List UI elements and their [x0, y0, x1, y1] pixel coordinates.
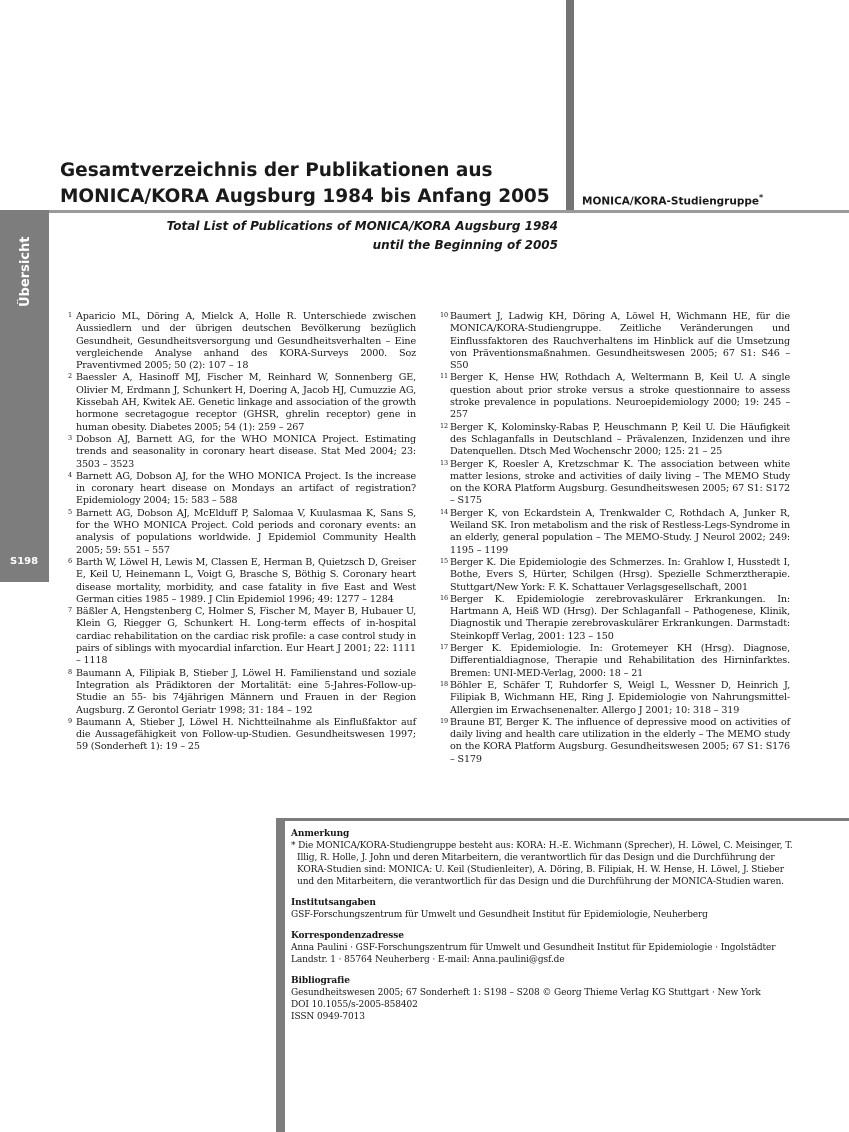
- reference-item: [68, 606, 416, 667]
- reference-text: Barth W, Löwel H, Lewis M, Classen E, Herman B, Quietzsch D, Greiser E, Keil U, Heinemann L, Voigt G, Brasche S, Böthig S. Coronary heart disease mortality, morbidity, and case fatality in five East and West German cities 1985 – 1989. J Clin Epidemiol 1996; 49: 1277 – 1284: [76, 556, 416, 605]
- title-line-2: MONICA/KORA Augsburg 1984 bis Anfang 2005: [60, 186, 550, 207]
- bibliografie-line-3: ISSN 0949-7013: [291, 1012, 365, 1022]
- reference-text: Aparicio ML, Döring A, Mielck A, Holle R. Unterschiede zwischen Aussiedlern und der übrigen deutschen Bevölkerung bezüglich Gesundheit, Gesundheitsversorgung und Gesundheitsverhalten – Eine vergleichende Analyse anhand des KORA-Surveys 2000. Soz Praventivmed 2005; 50 (2): 107 – 18: [76, 311, 416, 372]
- reference-text: Baumann A, Stieber J, Löwel H. Nichtteilnahme als Einflußfaktor auf die Aussagefähigkeit von Follow-up-Studien. Gesundheitswesen 1997; 59 (Sonderheft 1): 19 – 25: [76, 716, 416, 753]
- reference-text: Baumert J, Ladwig KH, Döring A, Löwel H, Wichmann HE, für die MONICA/KORA-Studiengruppe. Zeitliche Veränderungen und Einflussfaktoren des Rauchverhaltens im Hinblick auf die Umsetzung von Präventionsmaßnahmen. Gesundheitswesen 2005; 67 S1: S46 – S50: [450, 311, 790, 372]
- reference-item: [440, 459, 790, 508]
- header-horizontal-rule: [49, 210, 849, 213]
- reference-item: [68, 311, 416, 372]
- author-group: [582, 193, 842, 208]
- subtitle-line-1: Total List of Publications of MONICA/KORA Augsburg 1984: [166, 219, 558, 233]
- reference-number: 17: [440, 643, 448, 652]
- reference-text: Berger K, Roesler A, Kretzschmar K. The association between white matter lesions, stroke and activities of daily living – The MEMO Study on the KORA Platform Augsburg. Gesundheitswesen 2005; 67 S1: S172 – S175: [450, 458, 790, 507]
- bibliografie-line-2: DOI 10.1055/s-2005-858402: [291, 1000, 418, 1010]
- institut-text: GSF-Forschungszentrum für Umwelt und Gesundheit Institut für Epidemiologie, Neuherberg: [291, 910, 708, 920]
- reference-item: [440, 717, 790, 766]
- reference-number: 12: [440, 421, 448, 430]
- reference-item: [68, 434, 416, 471]
- reference-item: [440, 643, 790, 680]
- reference-number: 4: [68, 470, 72, 479]
- reference-text: Baumann A, Filipiak B, Stieber J, Löwel H. Familienstand und soziale Integration als Prädiktoren der Mortalität: eine 5-Jahres-Follow-up-Studie an 55- bis 74jährigen Männern und Frauen in der Region Augsburg. Z Gerontol Geriatr 1998; 31: 184 – 192: [76, 667, 416, 716]
- page-title: [60, 158, 570, 210]
- korrespondenz-heading: Korrespondenzadresse: [291, 931, 404, 941]
- korrespondenz-line-2: Landstr. 1 · 85764 Neuherberg · E-mail: Anna.paulini@gsf.de: [291, 955, 565, 965]
- reference-number: 10: [440, 311, 448, 319]
- reference-number: 5: [68, 507, 72, 516]
- reference-text: Bäßler A, Hengstenberg C, Holmer S, Fischer M, Mayer B, Hubauer U, Klein G, Riegger G, Schunkert H. Long-term effects of in-hospital cardiac rehabilitation on the cardiac risk profile: a case control study in pairs of siblings with myocardial infarction. Eur Heart J 2001; 22: 1111 – 1118: [76, 606, 416, 667]
- notes-top-rule: [276, 818, 849, 821]
- reference-number: 6: [68, 556, 72, 565]
- reference-text: Berger K. Die Epidemiologie des Schmerzes. In: Grahlow I, Husstedt I, Bothe, Evers S, Hürter, Schilgen (Hrsg). Spezielle Schmerztherapie. Stuttgart/New York: F. K. Schattauer Verlagsgesellschaft, 2001: [450, 556, 790, 593]
- notes-box: [291, 828, 796, 1032]
- subtitle-line-2: until the Beginning of 2005: [372, 238, 558, 252]
- section-label: Übersicht: [18, 236, 33, 308]
- reference-column-right: [440, 311, 790, 766]
- reference-text: Berger K, Kolominsky-Rabas P, Heuschmann P, Keil U. Die Häufigkeit des Schlaganfalls in Deutschland – Prävalenzen, Inzidenzen und ihre Datenquellen. Dtsch Med Wochenschr 2000; 125: 21 – 25: [450, 421, 790, 458]
- reference-text: Böhler E, Schäfer T, Ruhdorfer S, Weigl L, Wessner D, Heinrich J, Filipiak B, Wichmann HE, Ring J. Epidemiologie von Nahrungsmittel-Allergien im Erwachsenenalter. Allergo J 2001; 10: 318 – 319: [450, 679, 790, 716]
- reference-item: [68, 372, 416, 433]
- reference-number: 11: [440, 372, 448, 381]
- reference-number: 18: [440, 679, 448, 688]
- reference-item: [68, 717, 416, 754]
- bibliografie-line-1: Gesundheitswesen 2005; 67 Sonderheft 1: S198 – S208 © Georg Thieme Verlag KG Stuttgart · New York: [291, 988, 761, 998]
- korrespondenz-block: [291, 930, 796, 966]
- reference-text: Braune BT, Berger K. The influence of depressive mood on activities of daily living and health care utilization in the elderly – The MEMO study on the KORA Platform Augsburg. Gesundheitswesen 2005; 67 S1: S176 – S179: [450, 716, 790, 765]
- reference-item: [440, 311, 790, 372]
- reference-item: [440, 680, 790, 717]
- author-footnote-mark: *: [759, 193, 764, 202]
- anmerkung-block: [291, 828, 796, 888]
- reference-number: 9: [68, 716, 72, 725]
- anmerkung-heading: Anmerkung: [291, 829, 350, 839]
- reference-number: 7: [68, 606, 72, 615]
- reference-number: 15: [440, 556, 448, 565]
- institut-block: [291, 897, 796, 921]
- page-number: S198: [10, 556, 39, 567]
- reference-number: 19: [440, 716, 448, 725]
- english-subtitle: [138, 217, 558, 255]
- reference-text: Berger K, Hense HW, Rothdach A, Weltermann B, Keil U. A single question about prior stroke versus a stroke questionnaire to assess stroke prevalence in populations. Neuroepidemiology 2000; 19: 245 – 257: [450, 372, 790, 421]
- institut-heading: Institutsangaben: [291, 898, 376, 908]
- reference-item: [440, 372, 790, 421]
- reference-item: [440, 557, 790, 594]
- korrespondenz-line-1: Anna Paulini · GSF-Forschungszentrum für Umwelt und Gesundheit Institut für Epidemiologie · Ingolstädter: [291, 943, 776, 953]
- reference-number: 3: [68, 433, 72, 442]
- bibliografie-heading: Bibliografie: [291, 976, 350, 986]
- reference-text: Barnett AG, Dobson AJ, for the WHO MONICA Project. Is the increase in coronary heart disease on Mondays an artifact of registration? Epidemiology 2004; 15: 583 – 588: [76, 470, 416, 507]
- reference-item: [440, 508, 790, 557]
- anmerkung-text: * Die MONICA/KORA-Studiengruppe besteht aus: KORA: H.-E. Wichmann (Sprecher), H. Löwel, C. Meisinger, T. Illig, R. Holle, J. John und deren Mitarbeitern, die verantwortlich für das Design und die Durchführung der KORA-Studien sind: MONICA: U. Keil (Studienleiter), A. Döring, B. Filipiak, H. W. Hense, H. Löwel, J. Stieber und den Mitarbeitern, die verantwortlich für das Design und die Durchführung der MONICA-Studien waren.: [291, 841, 793, 887]
- reference-number: 2: [68, 372, 72, 381]
- reference-item: [68, 668, 416, 717]
- reference-number: 16: [440, 593, 448, 602]
- author-name: MONICA/KORA-Studiengruppe: [582, 195, 759, 208]
- reference-item: [68, 471, 416, 508]
- reference-number: 1: [68, 311, 72, 319]
- reference-text: Berger K, von Eckardstein A, Trenkwalder C, Rothdach A, Junker R, Weiland SK. Iron metabolism and the risk of Restless-Legs-Syndrome in an elderly, general population – The MEMO-Study. J Neurol 2002; 249: 1195 – 1199: [450, 507, 790, 556]
- reference-item: [440, 594, 790, 643]
- reference-number: 14: [440, 507, 448, 516]
- reference-text: Berger K. Epidemiologie zerebrovaskulärer Erkrankungen. In: Hartmann A, Heiß WD (Hrsg). Der Schlaganfall – Pathogenese, Klinik, Diagnostik und Therapie zerebrovaskulärer Erkrankungen. Darmstadt: Steinkopff Verlag, 2001: 123 – 150: [450, 593, 790, 642]
- reference-item: [68, 508, 416, 557]
- reference-item: [440, 422, 790, 459]
- reference-text: Barnett AG, Dobson AJ, McElduff P, Salomaa V, Kuulasmaa K, Sans S, for the WHO MONICA Project. Cold periods and coronary events: an analysis of populations worldwide. J Epidemiol Community Health 2005; 59: 551 – 557: [76, 507, 416, 556]
- reference-number: 13: [440, 458, 448, 467]
- reference-column-left: [68, 311, 416, 754]
- bibliografie-block: [291, 975, 796, 1023]
- reference-text: Baessler A, Hasinoff MJ, Fischer M, Reinhard W, Sonnenberg GE, Olivier M, Erdmann J, Schunkert H, Doering A, Jacob HJ, Cumuzzie AG, Kissebah AH, Kwitek AE. Genetic linkage and association of the growth hormone secretagogue receptor (GHSR, ghrelin receptor) gene in human obesity. Diabetes 2005; 54 (1): 259 – 267: [76, 372, 416, 433]
- reference-number: 8: [68, 667, 72, 676]
- reference-text: Dobson AJ, Barnett AG, for the WHO MONICA Project. Estimating trends and seasonality in coronary heart disease. Stat Med 2004; 23: 3503 – 3523: [76, 433, 416, 470]
- reference-text: Berger K. Epidemiologie. In: Grotemeyer KH (Hrsg). Diagnose, Differentialdiagnose, Therapie und Rehabilitation des Hirninfarktes. Bremen: UNI-MED-Verlag, 2000: 18 – 21: [450, 643, 790, 679]
- reference-item: [68, 557, 416, 606]
- title-line-1: Gesamtverzeichnis der Publikationen aus: [60, 160, 493, 181]
- notes-left-rule: [276, 818, 285, 1132]
